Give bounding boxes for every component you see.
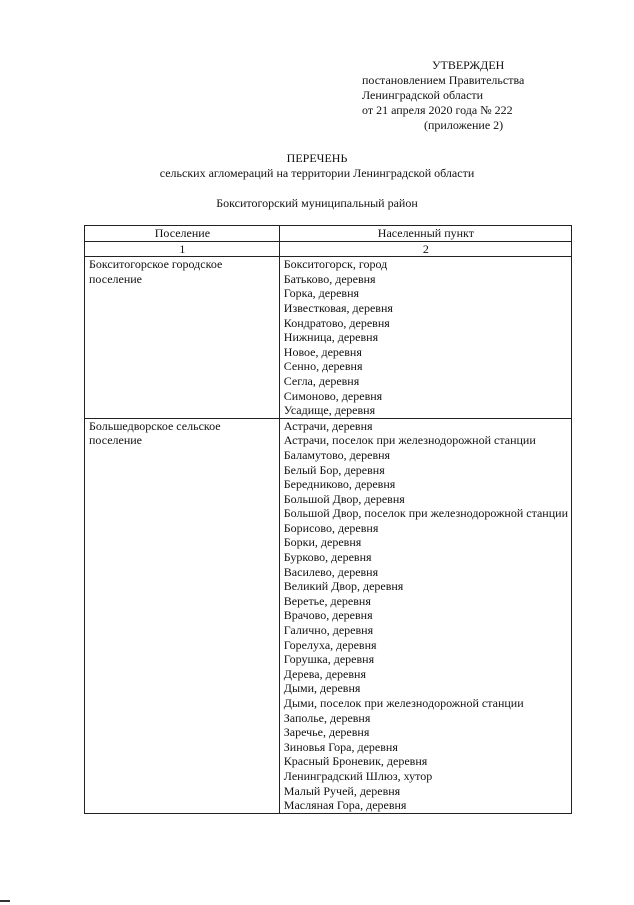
locality-item: Бурково, деревня [283,550,372,565]
settlement-name: Бокситогорское городское поселение [89,257,223,286]
locality-item: Красный Броневик, деревня [283,754,428,769]
locality-item: Врачово, деревня [283,608,373,623]
locality-item: Известковая, деревня [283,300,393,315]
locality-item: Галично, деревня [283,623,374,638]
table-row [85,418,572,813]
locality-item: Великий Двор, деревня [283,579,404,594]
document-subtitle: сельских агломераций на территории Ленинградской области [159,166,475,180]
locality-item: Масляная Гора, деревня [283,798,407,813]
locality-item: Большой Двор, деревня [283,491,405,506]
locality-item: Батьково, деревня [283,271,376,286]
district-name: Бокситогорский муниципальный район [216,196,418,210]
column-header-settlement: Поселение [85,226,280,242]
locality-item: Кондратово, деревня [283,315,390,330]
locality-item: Василево, деревня [283,564,379,579]
locality-item: Дерева, деревня [283,666,366,681]
locality-item: Дыми, поселок при железнодорожной станции [283,696,524,710]
locality-item: Дыми, деревня [283,681,361,696]
table-header-row [85,226,572,242]
locality-item: Зиновья Гора, деревня [283,739,398,754]
locality-item: Астрачи, поселок при железнодорожной станции [283,433,536,448]
settlement-cell [85,257,280,419]
table-row [85,257,572,419]
locality-item: Ленинградский Шлюз, хутор [283,768,433,783]
locality-item: Новое, деревня [283,344,362,359]
locality-item: Усадище, деревня [283,403,376,418]
column-number: 1 [85,241,280,257]
agglomerations-table [84,225,572,814]
locality-item: Белый Бор, деревня [283,462,385,477]
table-body [85,257,572,814]
column-number: 2 [279,241,571,257]
approval-appendix: (приложение 2) [424,118,504,132]
approval-heading: УТВЕРЖДЕН [432,58,505,72]
locality-item: Горка, деревня [283,286,360,301]
approval-line: постановлением Правительства [362,73,525,87]
settlement-name: Большедворское сельское поселение [89,418,221,448]
column-header-locality: Населенный пункт [279,226,571,242]
locality-item: Бередниково, деревня [283,477,396,492]
localities-cell [279,418,571,813]
document-title: ПЕРЕЧЕНЬ [286,151,348,165]
approval-line: от 21 апреля 2020 года № 222 [362,103,513,117]
locality-item: Симоново, деревня [283,388,383,403]
locality-item: Большой Двор, поселок при железнодорожной станции [283,506,568,521]
column-number-row [85,241,572,257]
locality-item: Борки, деревня [283,535,362,550]
locality-item: Бокситогорск, город [283,257,388,272]
locality-item: Астрачи, деревня [283,418,373,433]
settlement-cell [85,418,280,813]
locality-item: Горушка, деревня [283,652,375,667]
approval-stamp [362,58,524,133]
locality-item: Борисово, деревня [283,520,379,535]
locality-item: Заречье, деревня [283,725,370,740]
locality-item: Сегла, деревня [283,373,360,388]
scan-artifact [0,900,10,902]
locality-item: Веретье, деревня [283,593,371,608]
locality-item: Баламутово, деревня [283,447,391,462]
approval-line: Ленинградской области [362,88,484,102]
locality-item: Малый Ручей, деревня [283,783,401,798]
locality-item: Заполье, деревня [283,710,371,725]
locality-item: Нижница, деревня [283,330,379,345]
localities-cell [279,257,571,419]
locality-item: Сенно, деревня [283,359,363,374]
locality-item: Горелуха, деревня [283,637,377,652]
